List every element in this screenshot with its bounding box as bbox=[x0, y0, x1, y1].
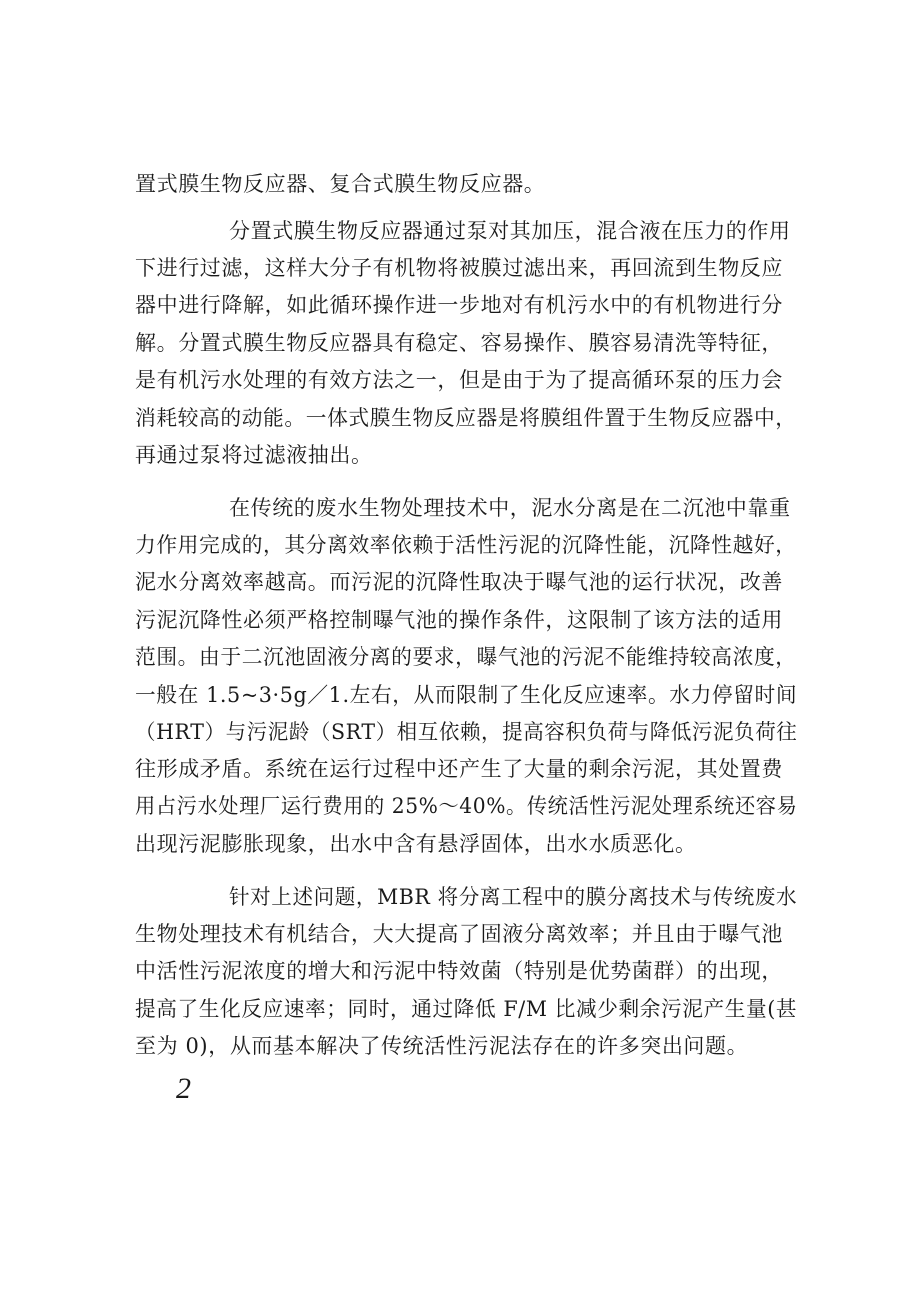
paragraph-line: 消耗较高的动能。一体式膜生物反应器是将膜组件置于生物反应器中， bbox=[135, 406, 797, 430]
paragraph-line: 解。分置式膜生物反应器具有稳定、容易操作、膜容易清洗等特征， bbox=[135, 331, 783, 355]
paragraph-line: 提高了生化反应速率；同时，通过降低 F/M 比减少剩余污泥产生量(甚 bbox=[135, 997, 798, 1021]
paragraph-line: 污泥沉降性必须严格控制曝气池的操作条件，这限制了该方法的适用 bbox=[135, 608, 783, 632]
paragraph-line: 中活性污泥浓度的增大和污泥中特效菌（特别是优势菌群）的出现， bbox=[135, 959, 783, 983]
paragraph-line: 至为 0)，从而基本解决了传统活性污泥法存在的许多突出问题。 bbox=[135, 1034, 749, 1058]
paragraph-line: 置式膜生物反应器、复合式膜生物反应器。 bbox=[135, 172, 546, 196]
paragraph-line: 出现污泥膨胀现象，出水中含有悬浮固体，出水水质恶化。 bbox=[135, 832, 697, 856]
paragraph-line: 再通过泵将过滤液抽出。 bbox=[135, 443, 373, 467]
paragraph-line: 下进行过滤，这样大分子有机物将被膜过滤出来，再回流到生物反应 bbox=[135, 256, 783, 280]
paragraph-line: 针对上述问题，MBR 将分离工程中的膜分离技术与传统废水 bbox=[229, 885, 798, 909]
paragraph-line: 是有机污水处理的有效方法之一，但是由于为了提高循环泵的压力会 bbox=[135, 368, 783, 392]
paragraph-line: 器中进行降解，如此循环操作进一步地对有机污水中的有机物进行分 bbox=[135, 293, 783, 317]
paragraph-line: （HRT）与污泥龄（SRT）相互依赖，提高容积负荷与降低污泥负荷往 bbox=[135, 720, 798, 744]
paragraph-line: 泥水分离效率越高。而污泥的沉降性取决于曝气池的运行状况，改善 bbox=[135, 570, 783, 594]
paragraph-line: 用占污水处理厂运行费用的 25%～40%。传统活性污泥处理系统还容易 bbox=[135, 794, 798, 818]
paragraph-line: 在传统的废水生物处理技术中，泥水分离是在二沉池中靠重 bbox=[229, 496, 791, 520]
paragraph-line: 生物处理技术有机结合，大大提高了固液分离效率；并且由于曝气池 bbox=[135, 922, 783, 946]
paragraph-line: 分置式膜生物反应器通过泵对其加压，混合液在压力的作用 bbox=[229, 219, 791, 243]
paragraph-line: 一般在 1.5~3·5g／1.左右，从而限制了生化反应速率。水力停留时间 bbox=[135, 683, 798, 707]
page-number: 2 bbox=[176, 1072, 191, 1105]
paragraph-line: 往形成矛盾。系统在运行过程中还产生了大量的剩余污泥，其处置费 bbox=[135, 757, 783, 781]
paragraph-line: 力作用完成的，其分离效率依赖于活性污泥的沉降性能，沉降性越好， bbox=[135, 533, 797, 557]
paragraph-line: 范围。由于二沉池固液分离的要求，曝气池的污泥不能维持较高浓度， bbox=[135, 645, 797, 669]
